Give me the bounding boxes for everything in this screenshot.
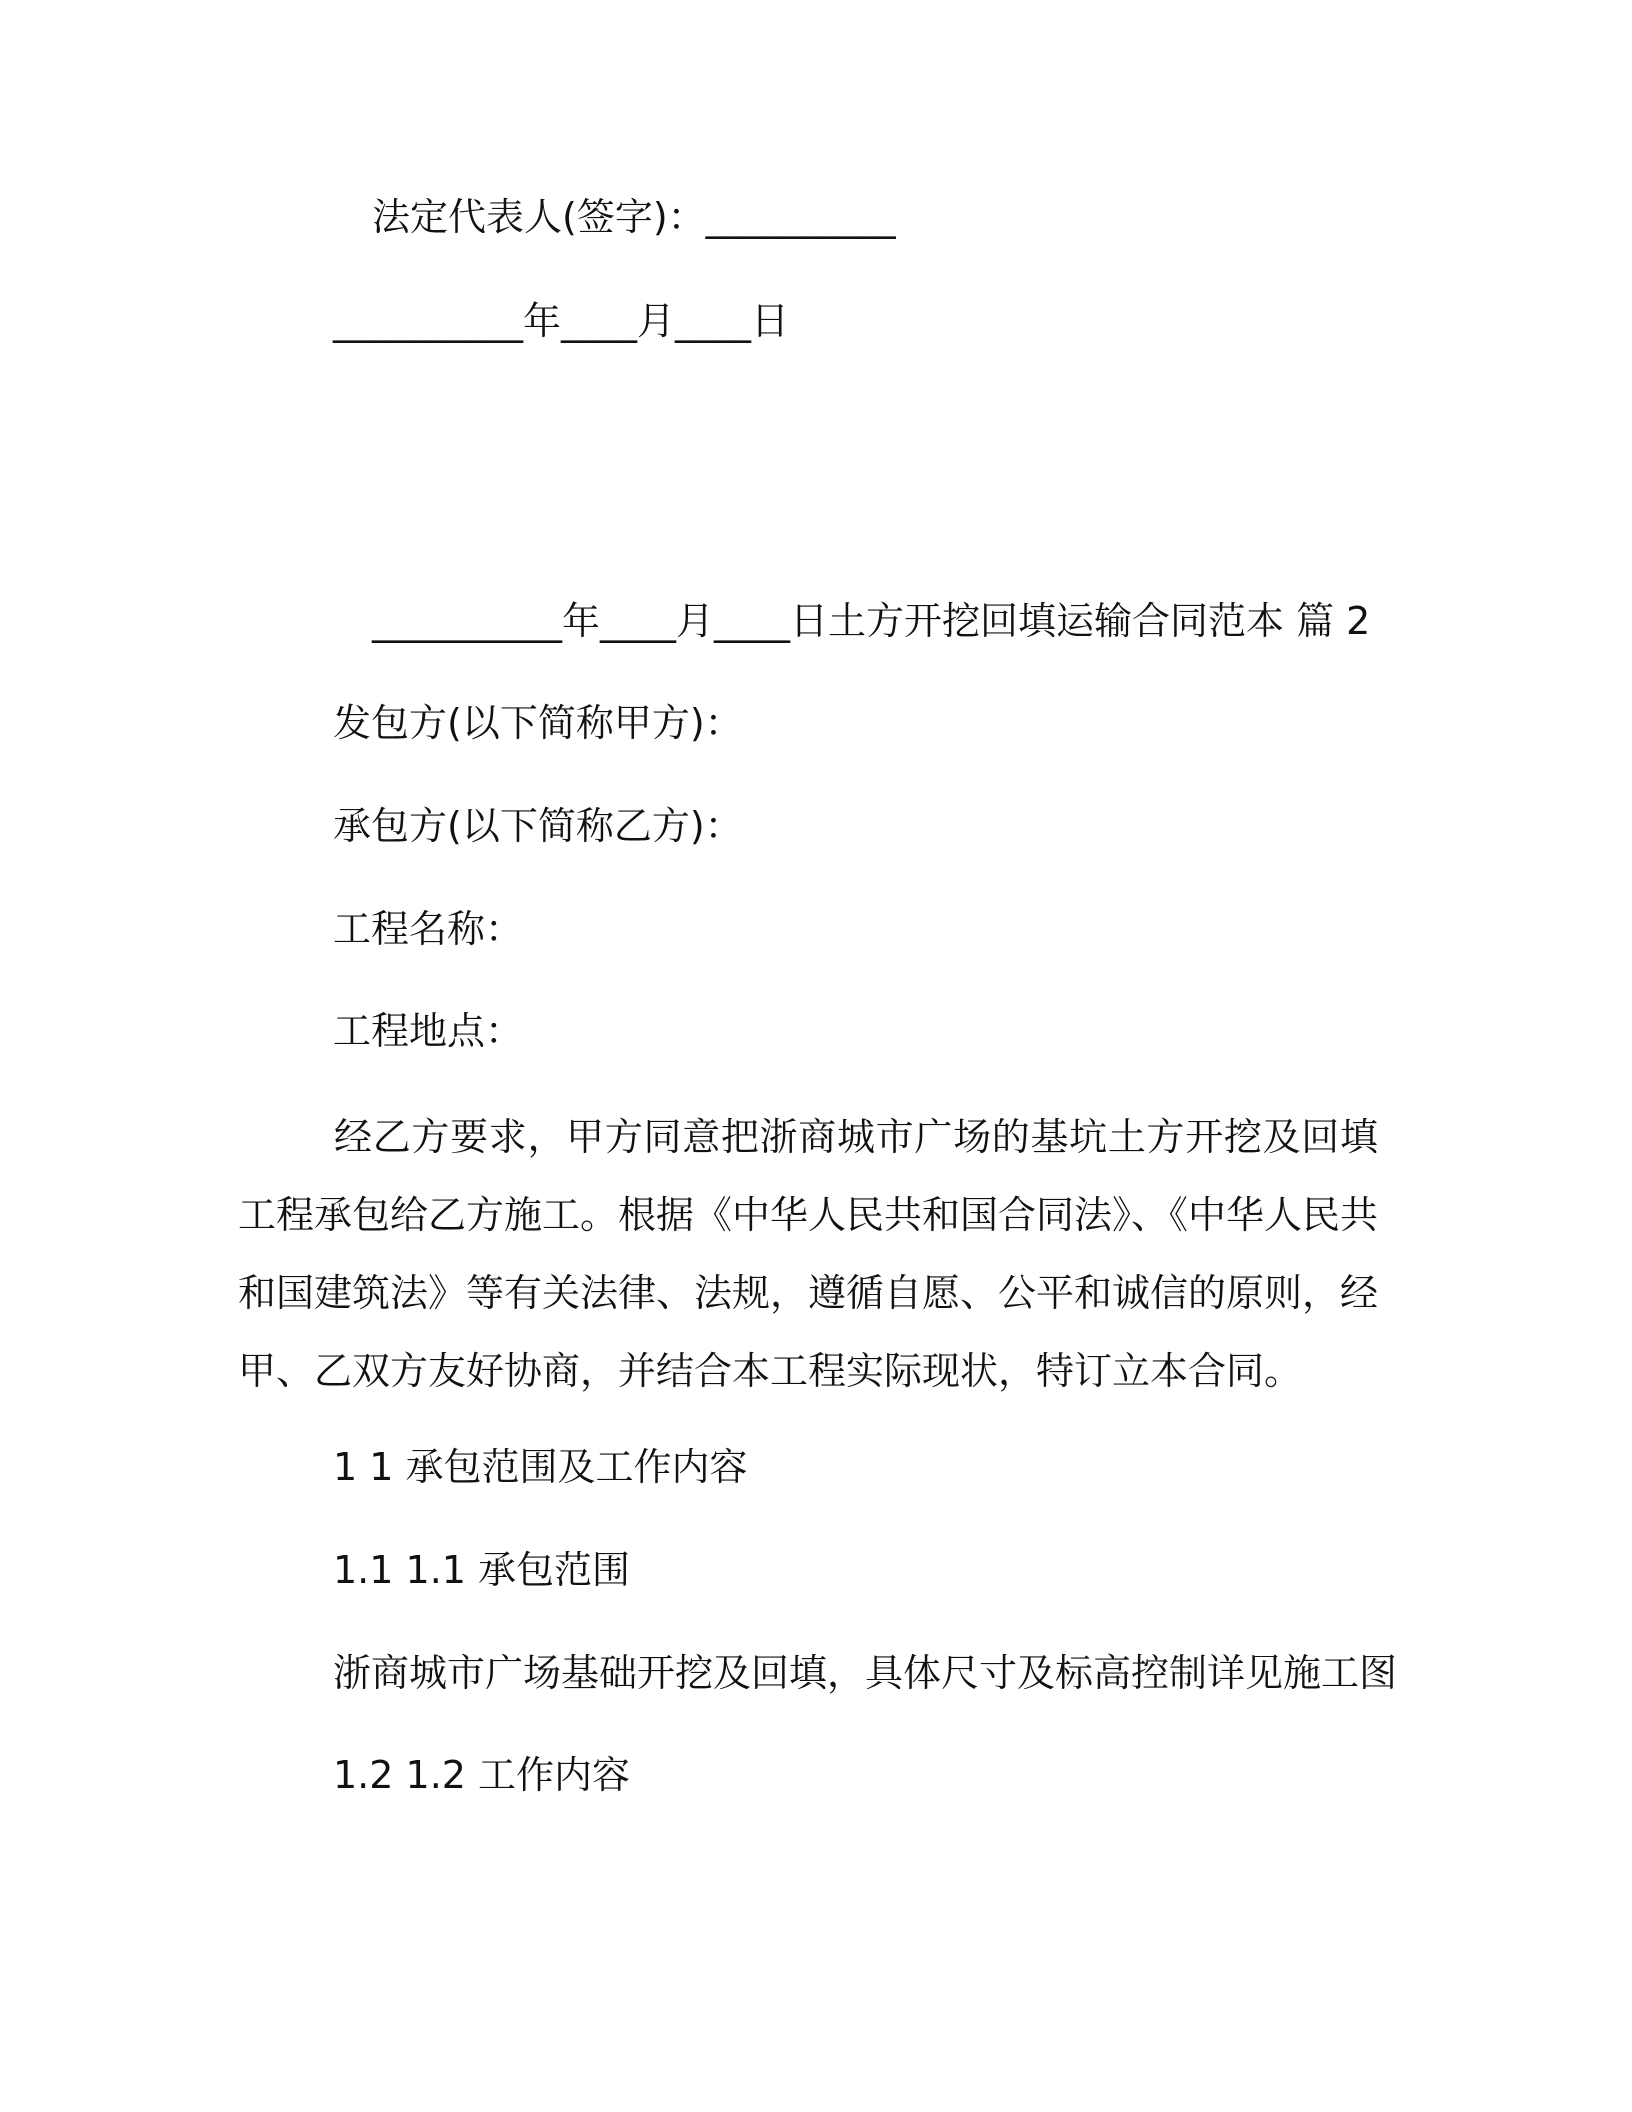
clause-1-1-text: 浙商城市广场基础开挖及回填，具体尺寸及标高控制详见施工图 <box>333 1651 1398 1695</box>
party-b-line: 承包方(以下简称乙方)： <box>333 804 743 848</box>
clause-1-2-heading: 1.2 1.2 工作内容 <box>333 1753 631 1797</box>
contract-intro-paragraph: 经乙方要求，甲方同意把浙商城市广场的基坑土方开挖及回填工程承包给乙方施工。根据《中华人民共和国合同法》、《中华人民共和国建筑法》等有关法律、法规，遵循自愿、公平和诚信的原则，经甲、乙双方友好协商，并结合本工程实际现状，特订立本合同。 <box>238 1115 1379 1393</box>
project-name-line: 工程名称： <box>333 907 524 951</box>
clause-1-heading: 1 1 承包范围及工作内容 <box>333 1445 748 1489</box>
section-title: __________年____月____日土方开挖回填运输合同范本 篇 2 <box>372 599 1371 643</box>
clause-1-1-heading: 1.1 1.1 承包范围 <box>333 1548 631 1592</box>
project-location-line: 工程地点： <box>333 1009 524 1053</box>
party-a-line: 发包方(以下简称甲方)： <box>333 701 743 745</box>
legal-representative-signature-line: 法定代表人(签字)：__________ <box>372 195 896 239</box>
signature-date-line: __________年____月____日 <box>333 299 790 343</box>
